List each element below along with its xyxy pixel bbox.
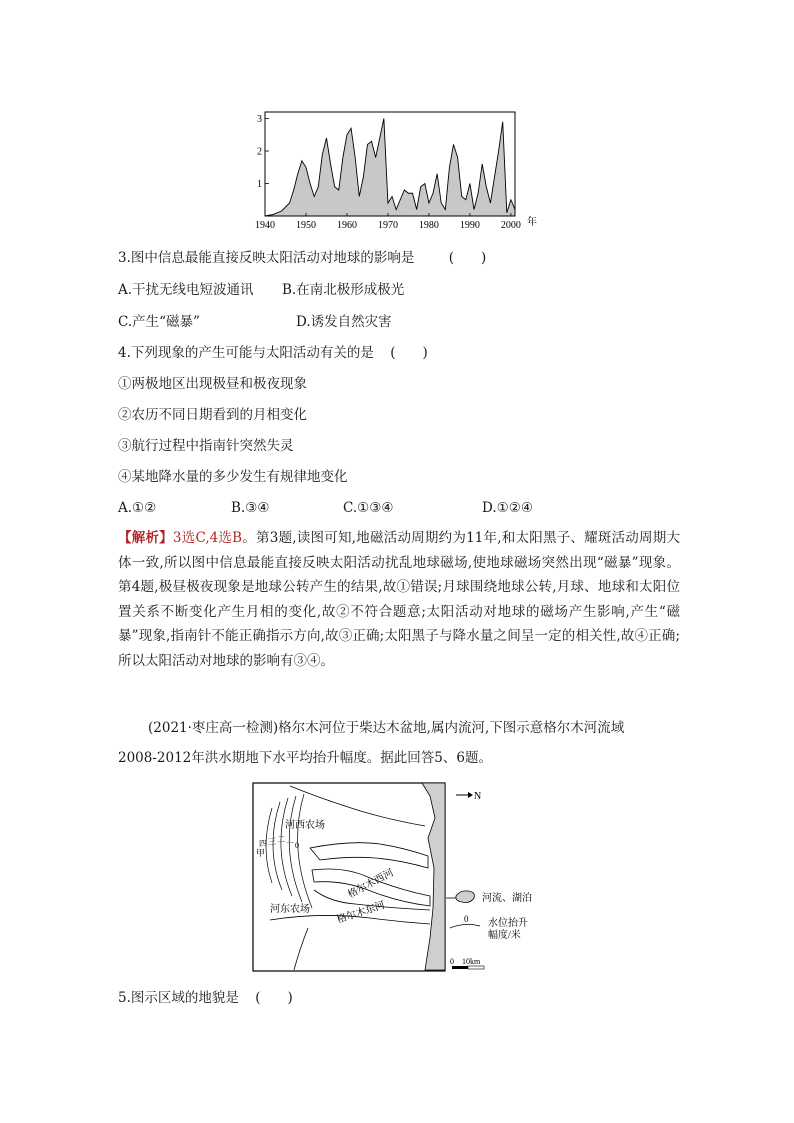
q3-option-c[interactable]: C.产生“磁暴” bbox=[118, 314, 200, 330]
contour-label-0: 0 bbox=[295, 841, 299, 850]
q4-statement-3: ③航行过程中指南针突然失灵 bbox=[118, 438, 294, 454]
river-west-upper bbox=[310, 843, 428, 868]
legend-water-label-2: 幅度/米 bbox=[488, 930, 521, 941]
y-tick-label: 1 bbox=[257, 179, 262, 190]
q4-option-a[interactable]: A.①② bbox=[118, 500, 157, 516]
label-hedong-farm: 河东农场 bbox=[270, 904, 310, 915]
area-series bbox=[265, 119, 515, 217]
north-arrowhead-icon bbox=[468, 792, 473, 798]
sunspot-geomagnetic-chart bbox=[248, 104, 548, 234]
contour-0 bbox=[298, 794, 312, 908]
x-tick-label: 1950 bbox=[295, 220, 316, 231]
q3-stem-text: 3.图中信息最能直接反映太阳活动对地球的影响是 bbox=[118, 250, 415, 266]
q3-stem bbox=[118, 248, 486, 268]
q4-statement-1: ①两极地区出现极昼和极夜现象 bbox=[118, 376, 307, 392]
legend-lake-icon bbox=[456, 891, 475, 903]
contour-label-1: 一 bbox=[286, 839, 294, 848]
map-frame bbox=[253, 783, 445, 971]
q5-stem-text: 5.图示区域的地貌是 bbox=[118, 990, 239, 1006]
q3-paren: ( ) bbox=[448, 250, 487, 266]
north-label: N bbox=[474, 791, 482, 802]
legend-river-label: 河流、湖泊 bbox=[482, 893, 532, 904]
x-tick-label: 1990 bbox=[459, 220, 480, 231]
contour-label-2: 二 bbox=[277, 835, 285, 844]
legend-contour-line bbox=[450, 924, 480, 928]
x-axis-unit: 年 bbox=[527, 217, 537, 228]
contour-label-4: 四 bbox=[259, 839, 267, 848]
gelmu-river-map bbox=[250, 778, 550, 978]
q4-option-d[interactable]: D.①②④ bbox=[482, 500, 533, 516]
q5-stem bbox=[118, 988, 293, 1008]
x-tick-label: 1960 bbox=[336, 220, 357, 231]
label-east-river: 格尔木东河 bbox=[335, 899, 387, 926]
river-south bbox=[294, 928, 308, 970]
x-tick-label: 1980 bbox=[418, 220, 439, 231]
q3-option-d[interactable]: D.诱发自然灾害 bbox=[296, 314, 392, 330]
contour-label-3: 三 bbox=[268, 837, 276, 846]
lake-east bbox=[422, 783, 445, 970]
q4-stem bbox=[118, 343, 428, 363]
analysis-paragraph bbox=[118, 526, 680, 673]
q4-option-c[interactable]: C.①③④ bbox=[343, 500, 394, 516]
intro-line-2: 2008-2012年洪水期地下水平均抬升幅度。据此回答5、6题。 bbox=[118, 750, 492, 766]
q4-statement-2: ②农历不同日期看到的月相变化 bbox=[118, 407, 307, 423]
analysis-answer: 3选C,4选B bbox=[172, 530, 243, 546]
scale-bar-icon bbox=[452, 966, 468, 969]
q4-paren: ( ) bbox=[390, 345, 428, 361]
scale-zero: 0 bbox=[450, 957, 454, 966]
analysis-text: 。第3题,读图可知,地磁活动周期约为11年,和太阳黑子、耀斑活动周期大体一致,所以图中信息最能直接反映太阳活动扰乱地球磁场,使地球磁场突然出现“磁暴”现象。第4题,极昼极夜现象是地球公转产生的结果,故①错误;月球围绕地球公转,月球、地球和太阳位置关系不断变化产生月相的变化,故②不符合题意;太阳活动对地球的磁场产生影响,产生“磁暴”现象,指南针不能正确指示方向,故③正确;太阳黑子与降水量之间呈一定的相关性,故④正确;所以太阳活动对地球的影响有③④。 bbox=[118, 530, 680, 669]
label-jia: 甲 bbox=[256, 848, 266, 858]
scale-bar-white bbox=[468, 966, 484, 969]
legend-water-label-1: 水位抬升 bbox=[488, 918, 528, 929]
label-west-river: 格尔木西河 bbox=[346, 867, 396, 901]
y-tick-label: 2 bbox=[257, 146, 262, 158]
q3-option-b[interactable]: B.在南北极形成极光 bbox=[282, 282, 405, 298]
intro-line-1: (2021·枣庄高一检测)格尔木河位于柴达木盆地,属内流河,下图示意格尔木河流域 bbox=[148, 720, 625, 736]
q5-paren: ( ) bbox=[255, 990, 293, 1006]
q4-stem-text: 4.下列现象的产生可能与太阳活动有关的是 bbox=[118, 345, 374, 361]
scale-km: 10km bbox=[462, 957, 481, 966]
q3-option-a[interactable]: A.干扰无线电短波通讯 bbox=[118, 282, 254, 298]
label-hexi-farm: 河西农场 bbox=[285, 820, 325, 831]
x-tick-label: 2000 bbox=[500, 220, 521, 231]
analysis-tag: 【解析】 bbox=[118, 530, 173, 546]
x-tick-label: 1970 bbox=[377, 220, 398, 231]
legend-contour-zero: 0 bbox=[464, 914, 469, 924]
x-tick-label: 1940 bbox=[255, 220, 275, 231]
q4-option-b[interactable]: B.③④ bbox=[231, 500, 270, 516]
q4-statement-4: ④某地降水量的多少发生有规律地变化 bbox=[118, 469, 348, 485]
y-tick-label: 3 bbox=[257, 114, 262, 125]
